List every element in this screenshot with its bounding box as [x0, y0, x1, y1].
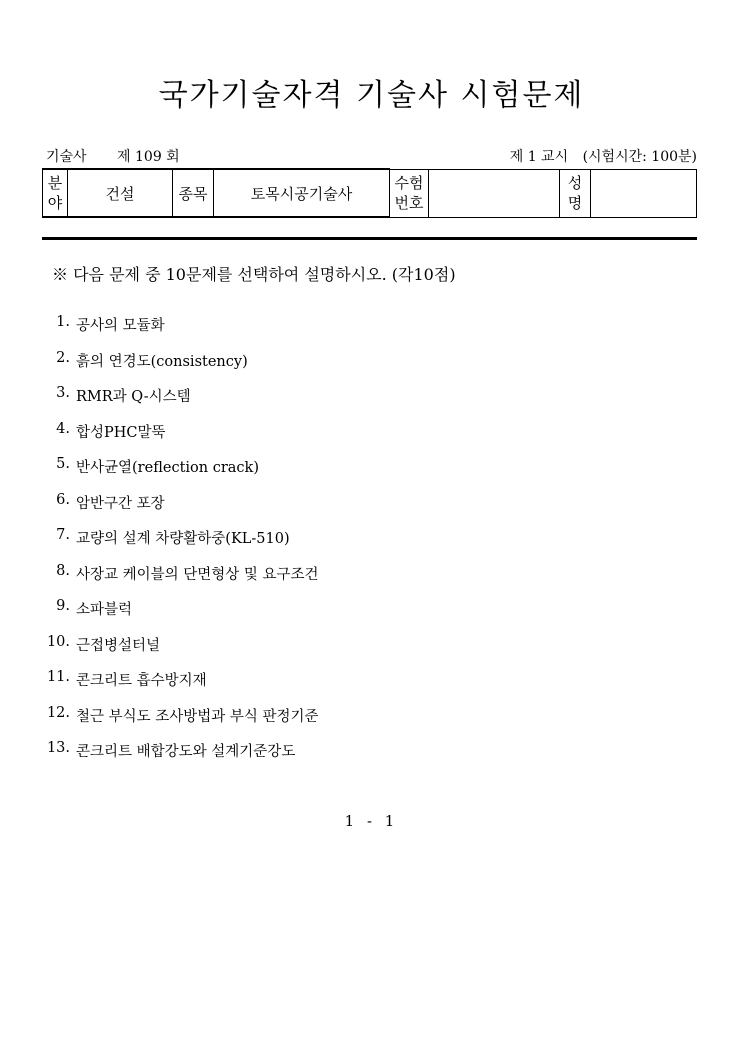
- exam-category: 기술사: [46, 149, 87, 165]
- question-text: 교량의 설계 차량활하중(KL-510): [76, 531, 290, 547]
- list-item: [40, 563, 319, 599]
- field-label-2: 야: [47, 194, 63, 212]
- list-item: [40, 527, 319, 563]
- question-number: 1.: [56, 314, 70, 330]
- exam-info-table: [42, 168, 697, 218]
- field-label-1: 분: [47, 174, 63, 192]
- question-text: 근접병설터널: [76, 637, 161, 654]
- question-text: RMR과 Q-시스템: [76, 389, 191, 405]
- question-number: 3.: [56, 385, 70, 401]
- question-number: 11.: [46, 669, 70, 685]
- name-label-1: 성: [567, 174, 583, 192]
- question-list: [40, 314, 319, 776]
- field-value: 건설: [68, 169, 173, 217]
- field-label-cell: [43, 169, 68, 217]
- list-item: [40, 669, 319, 705]
- exam-session: 제 1 교시: [509, 149, 569, 165]
- name-value: [591, 169, 697, 217]
- list-item: [40, 385, 319, 421]
- question-number: 4.: [56, 420, 70, 437]
- list-item: [40, 705, 319, 741]
- question-number: 10.: [46, 633, 70, 650]
- question-text: 소파블럭: [76, 602, 133, 618]
- list-item: [40, 598, 319, 634]
- page-number: 1 - 1: [344, 812, 399, 830]
- question-number: 8.: [56, 562, 70, 579]
- question-text: 사장교 케이블의 단면형상 및 요구조건: [76, 566, 319, 583]
- list-item: [40, 314, 319, 350]
- list-item: [40, 492, 319, 528]
- question-text: 흙의 연경도(consistency): [76, 353, 248, 370]
- question-number: 12.: [46, 704, 70, 721]
- question-text: 공사의 모듈화: [76, 318, 165, 334]
- question-text: 반사균열(reflection crack): [76, 460, 259, 476]
- type-label: 종목: [173, 169, 214, 217]
- exam-no-label-cell: [390, 169, 429, 217]
- instruction-text: ※ 다음 문제 중 10문제를 선택하여 설명하시오. (각10점): [52, 265, 456, 284]
- list-item: [40, 421, 319, 457]
- list-item: [40, 456, 319, 492]
- list-item: [40, 634, 319, 670]
- exam-meta: [46, 146, 697, 166]
- question-number: 5.: [56, 456, 70, 472]
- exam-no-value: [429, 169, 560, 217]
- question-text: 철근 부식도 조사방법과 부식 판정기준: [76, 708, 319, 725]
- exam-duration: (시험시간: 100분): [582, 149, 697, 165]
- question-number: 7.: [56, 527, 70, 543]
- exam-no-label-2: 번호: [394, 194, 424, 212]
- question-text: 콘크리트 흡수방지재: [76, 673, 207, 689]
- list-item: [40, 350, 319, 386]
- type-value: 토목시공기술사: [214, 169, 390, 217]
- question-text: 암반구간 포장: [76, 495, 165, 512]
- page-title: 국가기술자격 기술사 시험문제: [158, 78, 585, 113]
- divider-rule: [42, 237, 697, 240]
- exam-round: 제 109 회: [117, 149, 180, 165]
- name-label-2: 명: [567, 194, 583, 212]
- question-number: 2.: [56, 349, 70, 366]
- name-label-cell: [560, 169, 591, 217]
- exam-no-label-1: 수험: [394, 174, 424, 192]
- question-text: 합성PHC말뚝: [76, 424, 166, 441]
- question-number: 6.: [56, 491, 70, 508]
- question-number: 9.: [56, 598, 70, 614]
- question-text: 콘크리트 배합강도와 설계기준강도: [76, 744, 296, 760]
- question-number: 13.: [46, 740, 70, 756]
- list-item: [40, 740, 319, 776]
